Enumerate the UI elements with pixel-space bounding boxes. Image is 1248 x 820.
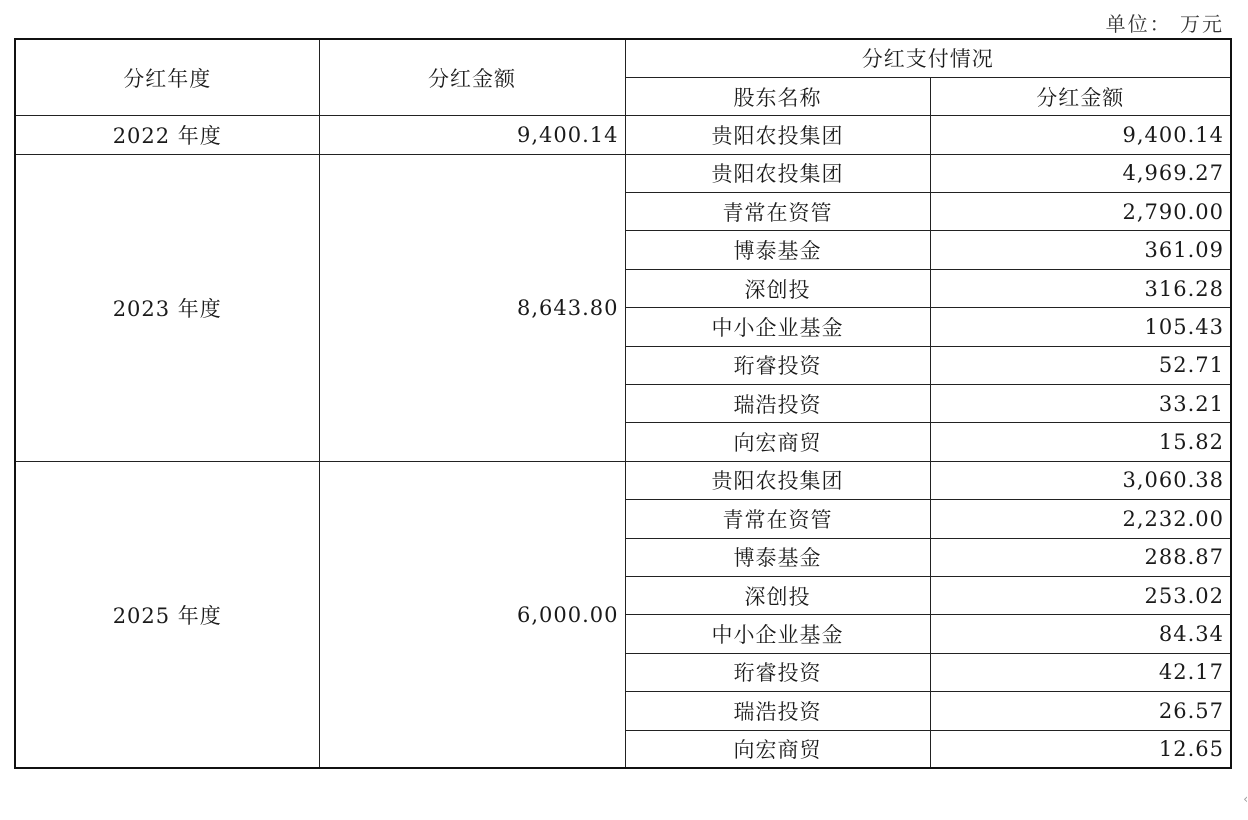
shareholder-amount-cell: 288.87 xyxy=(930,538,1231,576)
header-amount: 分红金额 xyxy=(319,39,625,116)
shareholder-amount-cell: 316.28 xyxy=(930,269,1231,307)
shareholder-name-cell: 中小企业基金 xyxy=(625,308,930,346)
shareholder-name-cell: 深创投 xyxy=(625,269,930,307)
total-amount-cell: 9,400.14 xyxy=(319,116,625,154)
shareholder-name-cell: 向宏商贸 xyxy=(625,730,930,768)
shareholder-name-cell: 瑞浩投资 xyxy=(625,692,930,730)
table-row xyxy=(15,154,1231,192)
unit-label: 单位： 万元 xyxy=(1105,12,1224,36)
table-row xyxy=(15,461,1231,499)
shareholder-amount-cell: 42.17 xyxy=(930,653,1231,691)
shareholder-name-cell: 博泰基金 xyxy=(625,231,930,269)
table-header xyxy=(15,39,1231,116)
year-cell: 2023 年度 xyxy=(15,154,319,461)
shareholder-name-cell: 博泰基金 xyxy=(625,538,930,576)
shareholder-name-cell: 瑞浩投资 xyxy=(625,385,930,423)
total-amount-cell: 6,000.00 xyxy=(319,461,625,768)
shareholder-name-cell: 贵阳农投集团 xyxy=(625,154,930,192)
shareholder-amount-cell: 84.34 xyxy=(930,615,1231,653)
year-cell: 2022 年度 xyxy=(15,116,319,154)
dividend-table xyxy=(14,38,1232,769)
shareholder-name-cell: 珩睿投资 xyxy=(625,653,930,691)
shareholder-amount-cell: 105.43 xyxy=(930,308,1231,346)
shareholder-name-cell: 青常在资管 xyxy=(625,193,930,231)
header-shareholder: 股东名称 xyxy=(625,77,930,115)
shareholder-amount-cell: 26.57 xyxy=(930,692,1231,730)
header-shareholder-amount: 分红金额 xyxy=(930,77,1231,115)
shareholder-amount-cell: 15.82 xyxy=(930,423,1231,461)
shareholder-amount-cell: 52.71 xyxy=(930,346,1231,384)
shareholder-amount-cell: 3,060.38 xyxy=(930,461,1231,499)
shareholder-amount-cell: 253.02 xyxy=(930,576,1231,614)
shareholder-amount-cell: 12.65 xyxy=(930,730,1231,768)
shareholder-name-cell: 贵阳农投集团 xyxy=(625,116,930,154)
header-year: 分红年度 xyxy=(15,39,319,116)
shareholder-amount-cell: 4,969.27 xyxy=(930,154,1231,192)
table-row xyxy=(15,116,1231,154)
shareholder-name-cell: 中小企业基金 xyxy=(625,615,930,653)
total-amount-cell: 8,643.80 xyxy=(319,154,625,461)
shareholder-amount-cell: 2,790.00 xyxy=(930,193,1231,231)
shareholder-amount-cell: 9,400.14 xyxy=(930,116,1231,154)
shareholder-name-cell: 贵阳农投集团 xyxy=(625,461,930,499)
shareholder-name-cell: 青常在资管 xyxy=(625,500,930,538)
header-payment: 分红支付情况 xyxy=(625,39,1231,77)
table-body xyxy=(15,116,1231,769)
shareholder-name-cell: 深创投 xyxy=(625,576,930,614)
shareholder-name-cell: 珩睿投资 xyxy=(625,346,930,384)
shareholder-amount-cell: 2,232.00 xyxy=(930,500,1231,538)
shareholder-amount-cell: 33.21 xyxy=(930,385,1231,423)
shareholder-amount-cell: 361.09 xyxy=(930,231,1231,269)
year-cell: 2025 年度 xyxy=(15,461,319,768)
edge-arrow-icon: ‹ xyxy=(1243,792,1248,806)
shareholder-name-cell: 向宏商贸 xyxy=(625,423,930,461)
